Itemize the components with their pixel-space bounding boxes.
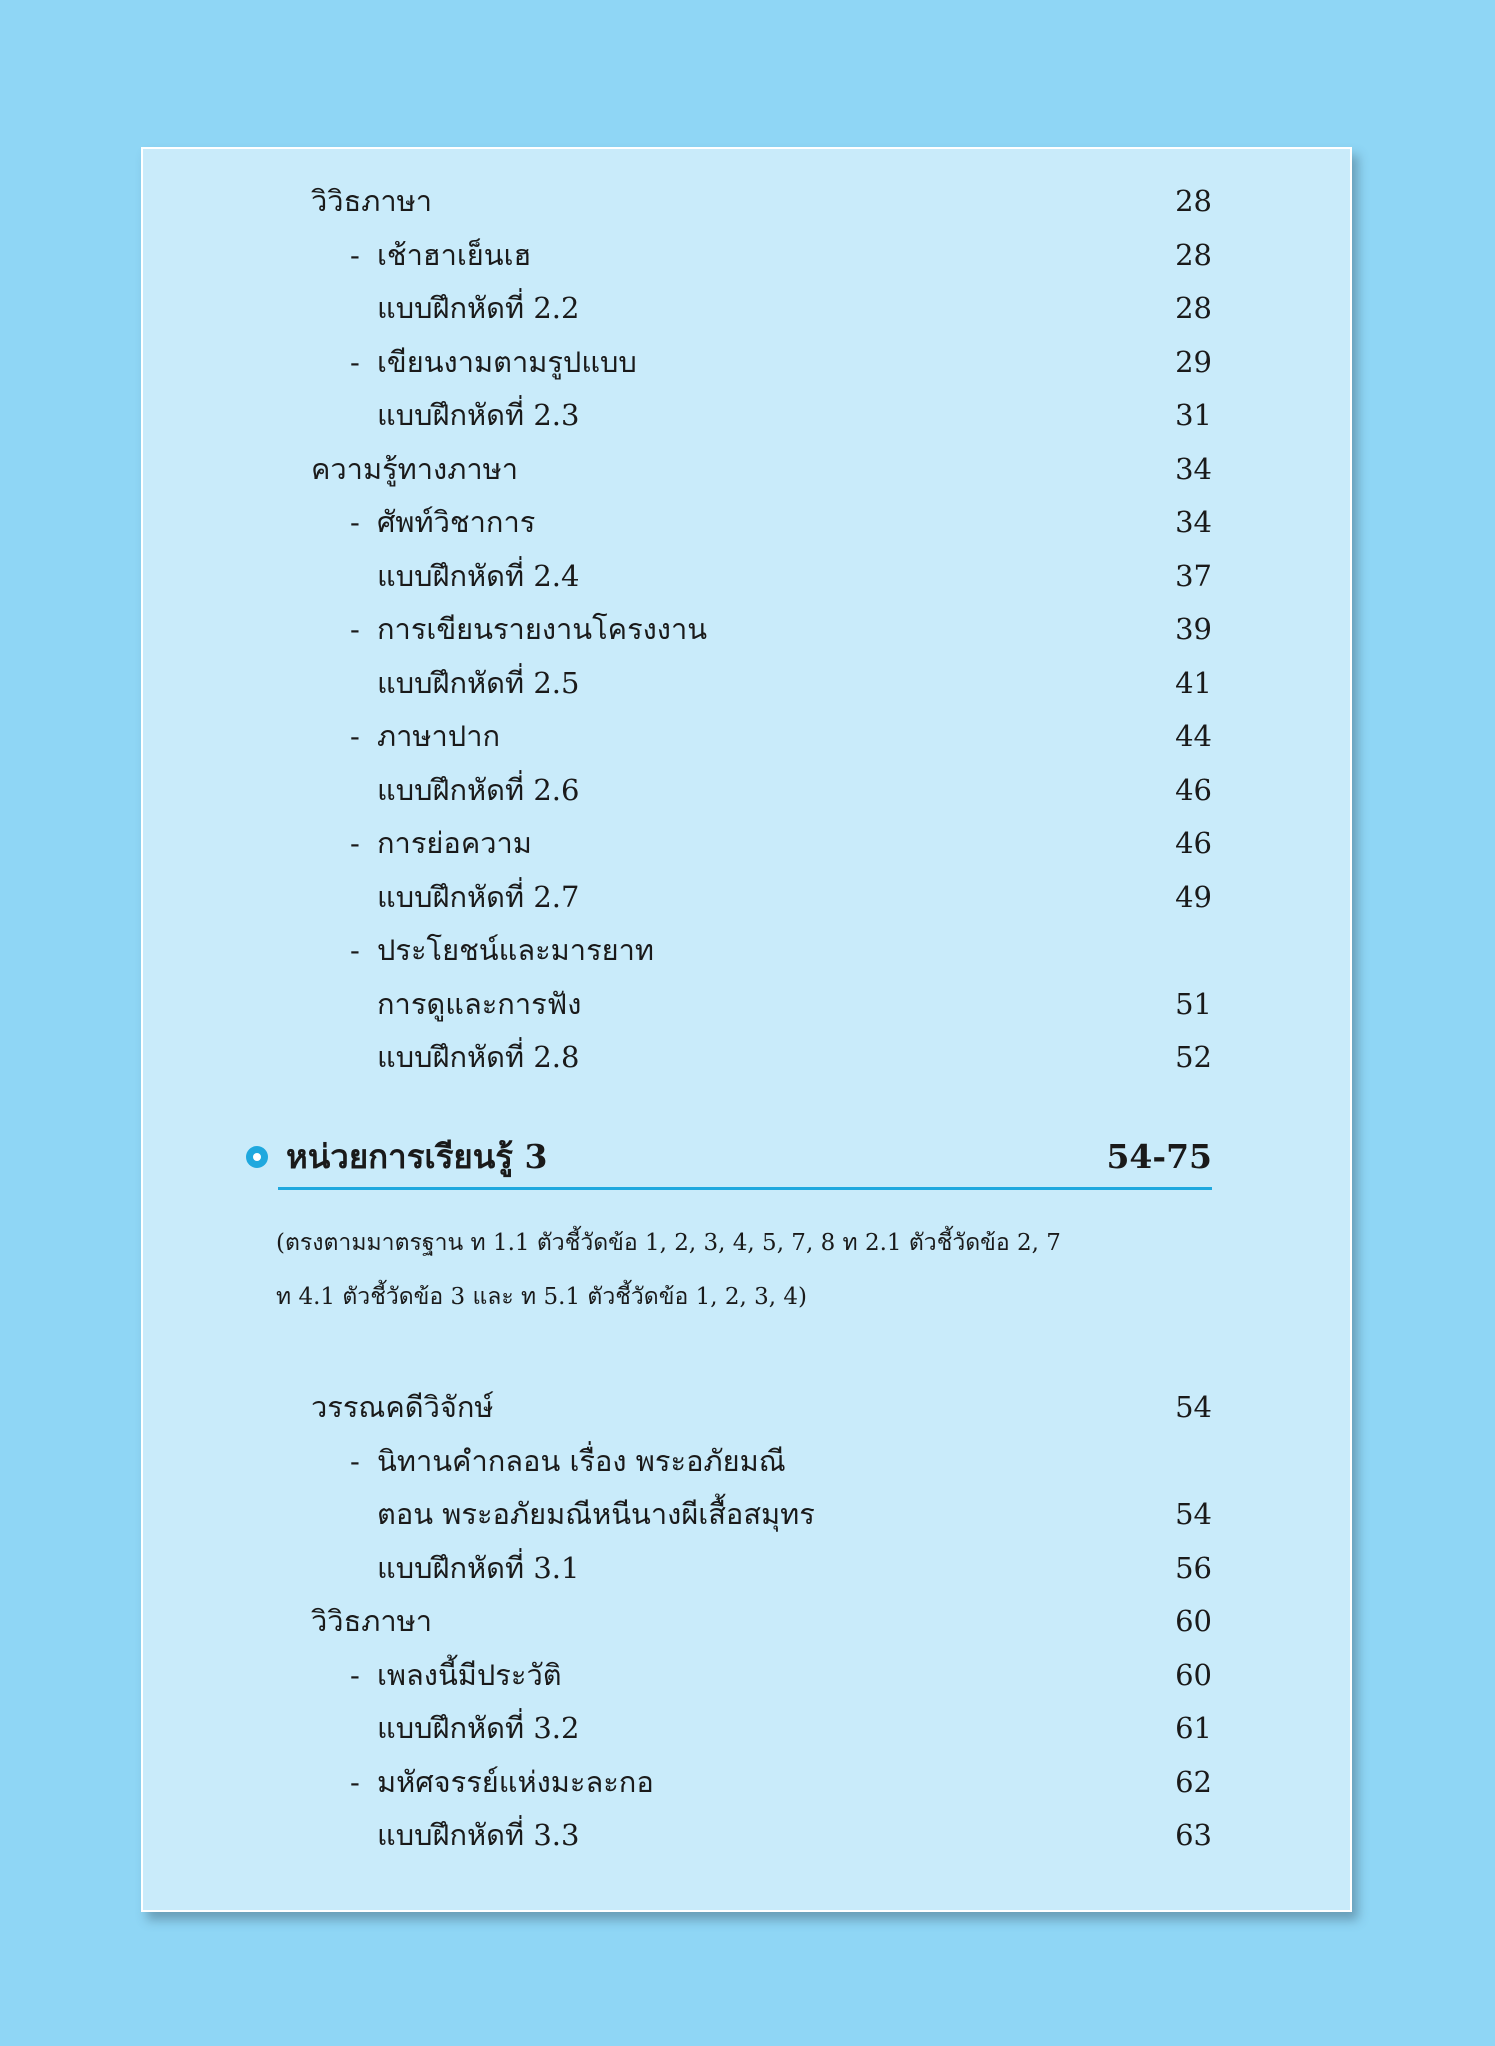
toc-entry [143, 336, 1350, 390]
toc-page [141, 147, 1352, 1912]
toc-entry [143, 978, 1350, 1032]
toc-entry [143, 1595, 1350, 1649]
toc-list-bottom [143, 1381, 1350, 1863]
toc-entry-label: แบบฝึกหัดที่ 2.5 [377, 665, 580, 700]
toc-entry [143, 1031, 1350, 1085]
unit-divider [278, 1187, 1212, 1190]
toc-entry-label: ภาษาปาก [377, 719, 501, 753]
toc-entry-page: 54 [1175, 1497, 1212, 1531]
toc-entry-label: การย่อความ [377, 826, 532, 860]
toc-dash: - [350, 1764, 360, 1799]
toc-dash: - [350, 505, 360, 539]
bullet-icon [246, 1146, 268, 1168]
toc-entry-label: แบบฝึกหัดที่ 3.1 [377, 1550, 580, 1585]
toc-entry-label: แบบฝึกหัดที่ 2.2 [377, 291, 580, 325]
toc-entry [143, 229, 1350, 283]
toc-entry [143, 871, 1350, 925]
toc-entry-label: เขียนงามตามรูปแบบ [377, 344, 637, 379]
standards-line: ท 4.1 ตัวชี้วัดข้อ 3 และ ท 5.1 ตัวชี้วัดข้อ 1, 2, 3, 4) [276, 1284, 807, 1310]
toc-entry-page: 39 [1175, 612, 1212, 646]
toc-entry-label: ประโยชน์และมารยาท [377, 933, 655, 967]
toc-entry-page: 44 [1175, 719, 1212, 753]
toc-entry [143, 1435, 1350, 1489]
toc-entry [143, 443, 1350, 497]
toc-entry [143, 282, 1350, 336]
toc-entry [143, 817, 1350, 871]
toc-entry-page: 28 [1175, 237, 1212, 272]
unit-header [143, 1129, 1350, 1187]
toc-entry [143, 1649, 1350, 1703]
toc-entry [143, 1809, 1350, 1863]
toc-entry-label: ความรู้ทางภาษา [311, 451, 519, 486]
standards-note [276, 1216, 1236, 1324]
toc-entry-page: 54 [1175, 1390, 1212, 1424]
toc-entry-label: วิวิธภาษา [311, 1604, 433, 1638]
toc-entry [143, 710, 1350, 764]
toc-entry [143, 496, 1350, 550]
toc-dash: - [350, 1657, 360, 1692]
toc-entry-page: 28 [1175, 291, 1212, 325]
toc-entry-label: แบบฝึกหัดที่ 2.3 [377, 398, 580, 432]
toc-entry [143, 924, 1350, 978]
toc-entry-label: มหัศจรรย์แห่งมะละกอ [377, 1764, 654, 1799]
toc-entry-label: เพลงนี้มีประวัติ [377, 1657, 562, 1692]
toc-entry-label: ศัพท์วิชาการ [377, 505, 536, 539]
toc-entry-label: แบบฝึกหัดที่ 3.3 [377, 1818, 580, 1852]
toc-entry-page: 60 [1175, 1657, 1212, 1692]
toc-entry-page: 31 [1175, 398, 1212, 432]
toc-entry [143, 1542, 1350, 1596]
toc-entry-label: เช้าฮาเย็นเฮ [377, 237, 532, 272]
toc-entry [143, 1756, 1350, 1810]
toc-entry-label: แบบฝึกหัดที่ 3.2 [377, 1711, 580, 1745]
toc-entry-label: แบบฝึกหัดที่ 2.4 [377, 558, 580, 593]
toc-entry-page: 34 [1175, 451, 1212, 486]
toc-dash: - [350, 344, 360, 379]
toc-entry-label: แบบฝึกหัดที่ 2.7 [377, 879, 580, 914]
toc-dash: - [350, 719, 360, 753]
toc-entry-page: 29 [1175, 344, 1212, 379]
toc-entry-label: วิวิธภาษา [311, 184, 433, 218]
toc-entry-page: 28 [1175, 184, 1212, 218]
toc-entry-page: 62 [1175, 1764, 1212, 1799]
toc-entry-page: 34 [1175, 505, 1212, 539]
toc-entry-label: การเขียนรายงานโครงงาน [377, 612, 708, 646]
toc-list-top [143, 175, 1350, 1085]
toc-entry [143, 1702, 1350, 1756]
toc-entry [143, 603, 1350, 657]
toc-entry-page: 49 [1175, 879, 1212, 914]
toc-entry-label: การดูและการฟัง [377, 986, 582, 1021]
toc-entry [143, 550, 1350, 604]
toc-entry-label: แบบฝึกหัดที่ 2.6 [377, 772, 580, 807]
toc-entry-page: 46 [1175, 826, 1212, 860]
toc-entry-page: 41 [1175, 665, 1212, 700]
toc-entry-page: 52 [1175, 1040, 1212, 1074]
toc-dash: - [350, 237, 360, 272]
toc-entry-label: นิทานคำกลอน เรื่อง พระอภัยมณี [377, 1443, 786, 1478]
toc-dash: - [350, 1443, 360, 1478]
toc-entry [143, 389, 1350, 443]
toc-dash: - [350, 612, 360, 646]
toc-entry-page: 63 [1175, 1818, 1212, 1852]
toc-entry [143, 175, 1350, 229]
toc-entry-page: 46 [1175, 772, 1212, 807]
toc-entry-page: 37 [1175, 558, 1212, 593]
toc-entry-label: ตอน พระอภัยมณีหนีนางผีเสื้อสมุทร [377, 1497, 815, 1531]
toc-entry [143, 764, 1350, 818]
toc-dash: - [350, 933, 360, 967]
toc-entry-page: 61 [1175, 1711, 1212, 1745]
toc-entry [143, 1381, 1350, 1435]
unit-title: หน่วยการเรียนรู้ 3 [286, 1137, 548, 1176]
toc-entry-page: 56 [1175, 1550, 1212, 1585]
toc-entry-label: วรรณคดีวิจักษ์ [311, 1390, 494, 1424]
toc-entry-label: แบบฝึกหัดที่ 2.8 [377, 1040, 580, 1074]
toc-entry-page: 60 [1175, 1604, 1212, 1638]
toc-dash: - [350, 826, 360, 860]
standards-line: (ตรงตามมาตรฐาน ท 1.1 ตัวชี้วัดข้อ 1, 2, 3, 4, 5, 7, 8 ท 2.1 ตัวชี้วัดข้อ 2, 7 [276, 1230, 1061, 1256]
toc-entry [143, 657, 1350, 711]
toc-entry [143, 1488, 1350, 1542]
toc-entry-page: 51 [1175, 986, 1212, 1021]
unit-page-range: 54-75 [1106, 1137, 1212, 1176]
